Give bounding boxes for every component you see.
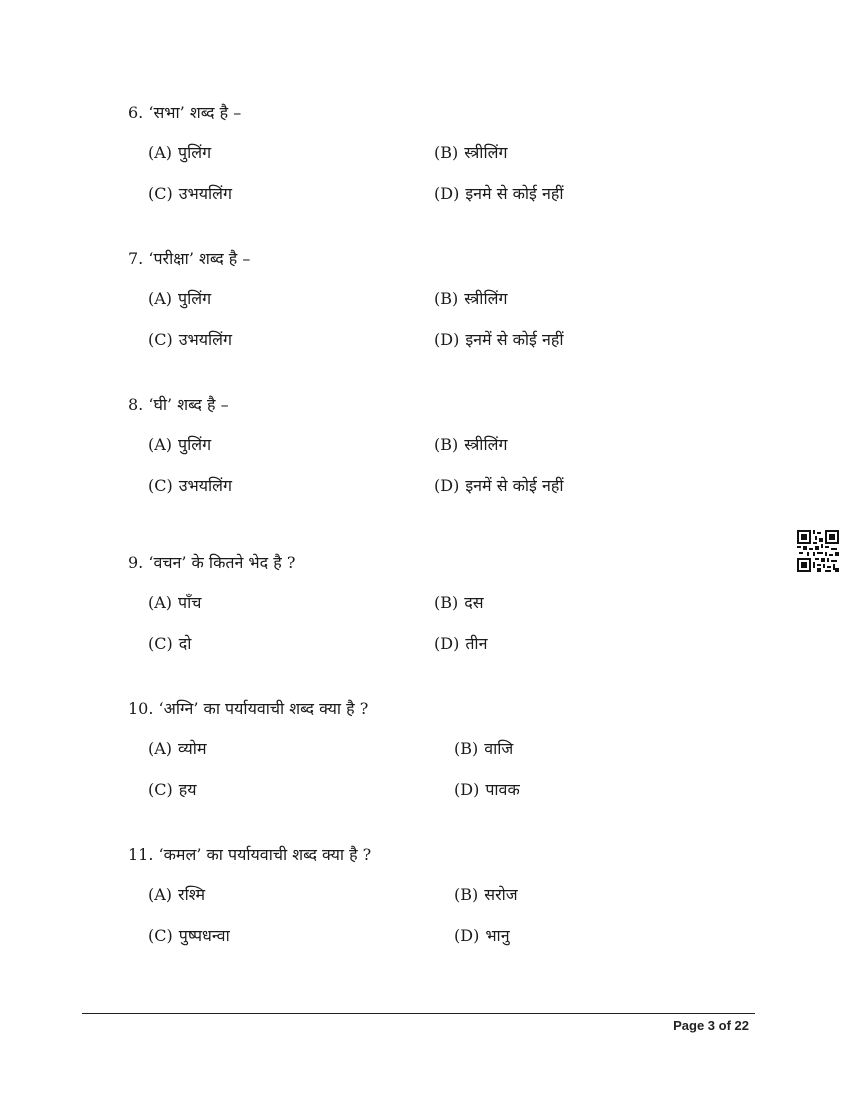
option-c[interactable]: [148, 780, 197, 800]
option-text: वाजि: [484, 739, 514, 758]
option-text: दस: [464, 593, 484, 612]
option-a[interactable]: [148, 143, 211, 163]
option-d[interactable]: [454, 926, 510, 946]
option-text: व्योम: [178, 739, 207, 758]
question-stem: 11. ‘कमल’ का पर्यायवाची शब्द क्या है ?: [128, 845, 372, 864]
option-b[interactable]: [454, 885, 518, 905]
option-text: स्त्रीलिंग: [464, 289, 508, 308]
option-letter: (D): [434, 330, 460, 349]
option-letter: (C): [148, 634, 173, 653]
option-text: स्त्रीलिंग: [464, 143, 508, 162]
option-a[interactable]: [148, 739, 207, 759]
option-letter: (C): [148, 184, 173, 203]
option-letter: (C): [148, 780, 173, 799]
option-letter: (A): [148, 885, 173, 904]
option-text: हय: [178, 780, 197, 799]
option-letter: (D): [454, 780, 480, 799]
option-a[interactable]: [148, 593, 201, 613]
option-text: भानु: [485, 926, 510, 945]
option-text: पावक: [485, 780, 520, 799]
option-letter: (A): [148, 289, 173, 308]
option-letter: (D): [434, 634, 460, 653]
option-letter: (B): [434, 593, 459, 612]
question-stem: 10. ‘अग्नि’ का पर्यायवाची शब्द क्या है ?: [128, 699, 369, 718]
option-letter: (C): [148, 476, 173, 495]
option-text: इनमे से कोई नहीं: [465, 184, 564, 203]
option-letter: (D): [454, 926, 480, 945]
option-letter: (B): [454, 885, 479, 904]
option-text: स्त्रीलिंग: [464, 435, 508, 454]
option-a[interactable]: [148, 885, 205, 905]
option-letter: (B): [454, 739, 479, 758]
option-text: पाँच: [178, 593, 202, 612]
option-b[interactable]: [434, 289, 507, 309]
question-stem: 6. ‘सभा’ शब्द है –: [128, 103, 242, 122]
option-text: सरोज: [484, 885, 518, 904]
option-letter: (A): [148, 593, 173, 612]
option-text: पुलिंग: [178, 143, 212, 162]
option-letter: (B): [434, 143, 459, 162]
option-text: पुष्पधन्वा: [178, 926, 230, 945]
option-text: इनमें से कोई नहीं: [465, 476, 564, 495]
option-d[interactable]: [434, 184, 564, 204]
footer-divider: [82, 1013, 755, 1014]
option-text: दो: [178, 634, 192, 653]
option-letter: (C): [148, 926, 173, 945]
option-text: इनमें से कोई नहीं: [465, 330, 564, 349]
option-c[interactable]: [148, 184, 232, 204]
question-stem: 9. ‘वचन’ के कितने भेद है ?: [128, 553, 296, 572]
option-b[interactable]: [434, 143, 507, 163]
option-letter: (A): [148, 435, 173, 454]
option-d[interactable]: [434, 330, 564, 350]
option-text: पुलिंग: [178, 435, 212, 454]
option-a[interactable]: [148, 289, 211, 309]
option-text: रश्मि: [178, 885, 206, 904]
option-d[interactable]: [434, 634, 487, 654]
option-text: पुलिंग: [178, 289, 212, 308]
option-c[interactable]: [148, 476, 232, 496]
option-c[interactable]: [148, 330, 232, 350]
option-d[interactable]: [434, 476, 564, 496]
option-letter: (B): [434, 435, 459, 454]
option-letter: (D): [434, 184, 460, 203]
option-letter: (B): [434, 289, 459, 308]
option-b[interactable]: [454, 739, 513, 759]
option-text: उभयलिंग: [178, 476, 233, 495]
option-a[interactable]: [148, 435, 211, 455]
qr-code-icon: [797, 530, 839, 572]
option-text: उभयलिंग: [178, 184, 233, 203]
option-b[interactable]: [434, 435, 507, 455]
option-text: उभयलिंग: [178, 330, 233, 349]
page-number: Page 3 of 22: [673, 1018, 749, 1033]
option-d[interactable]: [454, 780, 520, 800]
option-c[interactable]: [148, 634, 191, 654]
option-letter: (A): [148, 143, 173, 162]
option-letter: (A): [148, 739, 173, 758]
option-c[interactable]: [148, 926, 230, 946]
option-letter: (D): [434, 476, 460, 495]
question-stem: 8. ‘घी’ शब्द है –: [128, 395, 229, 414]
option-letter: (C): [148, 330, 173, 349]
question-stem: 7. ‘परीक्षा’ शब्द है –: [128, 249, 251, 268]
option-text: तीन: [465, 634, 488, 653]
option-b[interactable]: [434, 593, 484, 613]
